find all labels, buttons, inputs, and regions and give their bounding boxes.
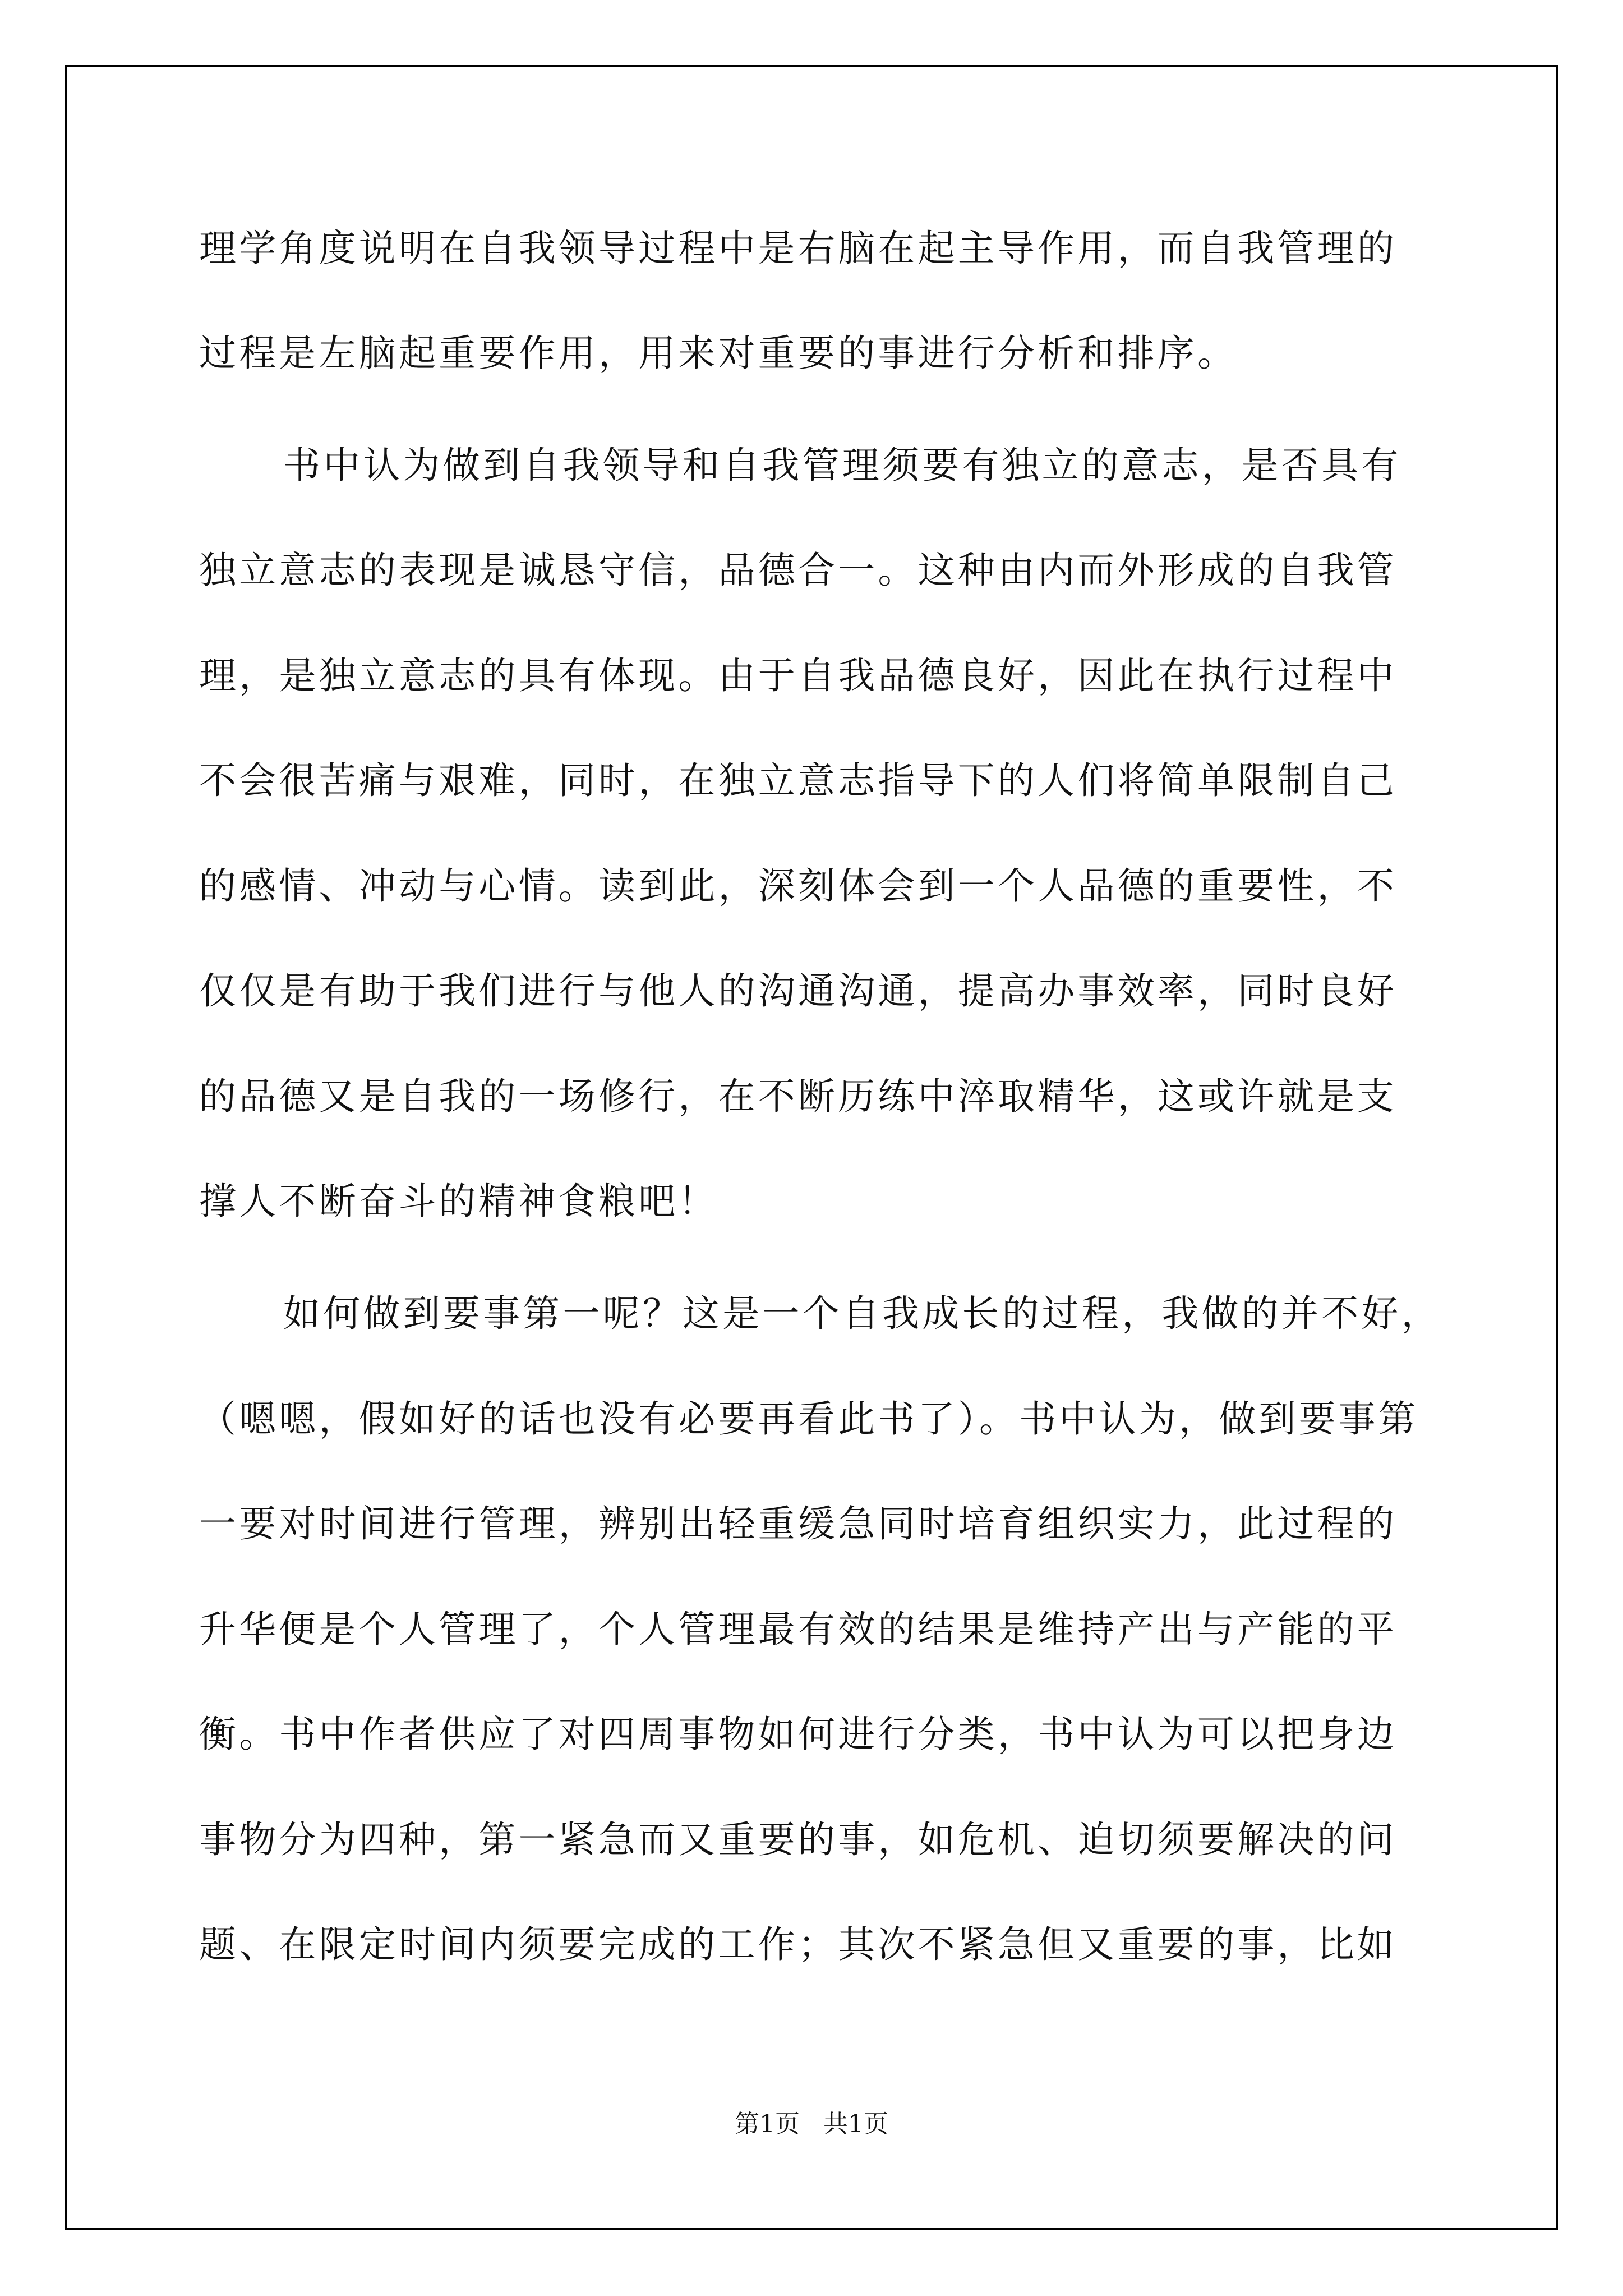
text-line: 一要对时间进行管理，辨别出轻重缓急同时培育组织实力，此过程的: [199, 1502, 1397, 1545]
text-line: 理学角度说明在自我领导过程中是右脑在起主导作用，而自我管理的: [199, 227, 1397, 270]
text-line: 的品德又是自我的一场修行，在不断历练中淬取精华，这或许就是支: [199, 1075, 1397, 1118]
page-number-footer: 第1页 共1页: [735, 2110, 888, 2138]
text-line: 事物分为四种，第一紧急而又重要的事，如危机、迫切须要解决的问: [199, 1818, 1397, 1861]
text-line: 独立意志的表现是诚恳守信，品德合一。这种由内而外形成的自我管: [199, 549, 1397, 592]
text-line: 仅仅是有助于我们进行与他人的沟通沟通，提高办事效率，同时良好: [199, 969, 1397, 1013]
text-line: 的感情、冲动与心情。读到此，深刻体会到一个人品德的重要性，不: [199, 864, 1397, 908]
text-line: 题、在限定时间内须要完成的工作；其次不紧急但又重要的事，比如: [199, 1923, 1397, 1966]
page-border: [65, 65, 1558, 2230]
text-line: 升华便是个人管理了，个人管理最有效的结果是维持产出与产能的平: [199, 1608, 1397, 1651]
text-line: 过程是左脑起重要作用，用来对重要的事进行分析和排序。: [199, 332, 1238, 375]
text-line: （嗯嗯，假如好的话也没有必要再看此书了）。书中认为，做到要事第: [199, 1397, 1419, 1441]
text-line: 理，是独立意志的具有体现。由于自我品德良好，因此在执行过程中: [199, 654, 1397, 697]
text-line: 不会很苦痛与艰难，同时，在独立意志指导下的人们将简单限制自己: [199, 759, 1397, 802]
text-line: 衡。书中作者供应了对四周事物如何进行分类，书中认为可以把身边: [199, 1713, 1397, 1756]
text-line: 撑人不断奋斗的精神食粮吧！: [199, 1180, 718, 1223]
paragraph-start-line: 书中认为做到自我领导和自我管理须要有独立的意志，是否具有: [283, 444, 1401, 487]
paragraph-start-line: 如何做到要事第一呢？这是一个自我成长的过程，我做的并不好，: [283, 1292, 1441, 1335]
